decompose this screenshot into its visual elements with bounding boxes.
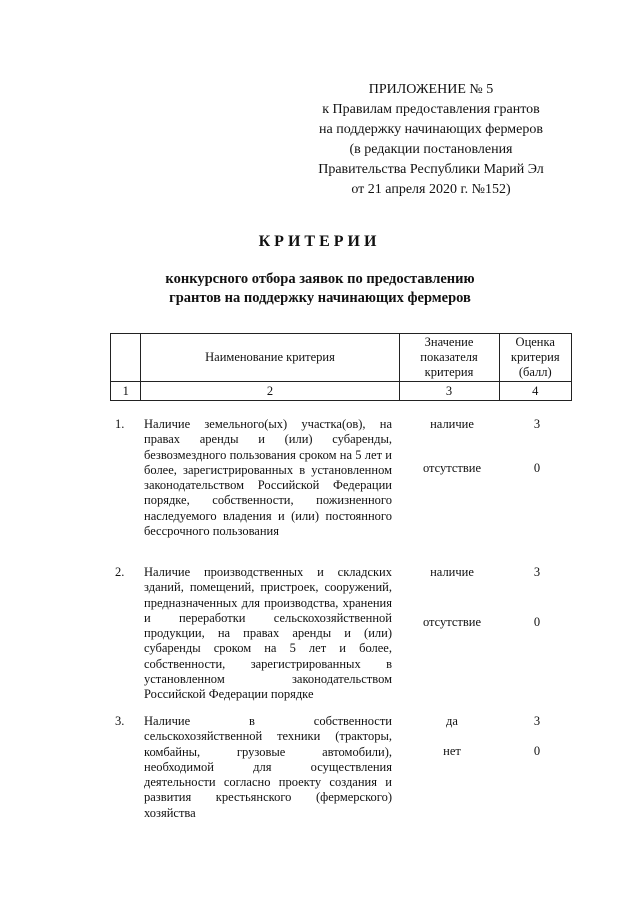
row-number: 3. <box>115 714 125 728</box>
subtitle-line: грантов на поддержку начинающих фермеров <box>169 290 471 306</box>
appendix-date-line: от 21 апреля 2020 г. №152) <box>351 182 511 197</box>
appendix-header <box>305 80 557 200</box>
appendix-number: ПРИЛОЖЕНИЕ № 5 <box>368 82 494 97</box>
document-title: КРИТЕРИИ <box>258 233 381 250</box>
criterion-value: отсутствие <box>422 461 482 475</box>
column-number: 3 <box>399 382 499 401</box>
criterion-score: 3 <box>533 714 541 728</box>
criterion-value: отсутствие <box>422 615 482 629</box>
criterion-score: 3 <box>533 417 541 431</box>
row-number: 2. <box>115 565 125 579</box>
criterion-score: 0 <box>533 744 541 758</box>
criterion-value: наличие <box>430 417 474 431</box>
appendix-ref-line: Правительства Республики Марий Эл <box>318 162 544 177</box>
criterion-value: да <box>446 714 458 728</box>
criterion-text: Наличие в собственности сельскохозяйственной техники (тракторы, комбайны, грузовые автомобили), необходимой для осуществления деятельности согласно проекту создания и развития крестьянского (фермерского) хозяйства <box>144 714 392 820</box>
criterion-score: 0 <box>533 615 541 629</box>
criterion-value: наличие <box>430 565 474 579</box>
criterion-score: 3 <box>533 565 541 579</box>
header-cell-criterion: Наименование критерия <box>141 334 399 382</box>
header-cell-value: Значение показателя критерия <box>399 334 499 382</box>
header-row <box>111 334 572 382</box>
header-cell-number <box>111 334 141 382</box>
column-number: 2 <box>141 382 399 401</box>
document-subtitle <box>150 270 490 308</box>
criterion-text: Наличие земельного(ых) участка(ов), на правах аренды и (или) субаренды, безвозмездного пользования сроком на 5 лет и более, зарегистрированных в установленном законодательством Российской Федерации порядке, собственности, пожизненного наследуемого владения и (или) постоянного бессрочного пользования <box>144 417 392 539</box>
criterion-score: 0 <box>533 461 541 475</box>
criteria-table-header <box>110 333 572 401</box>
appendix-ref-line: (в редакции постановления <box>349 142 513 157</box>
criterion-text: Наличие производственных и складских зданий, помещений, пристроек, сооружений, предназначенных для производства, хранения и переработки сельскохозяйственной продукции, на правах аренды и (или) субаренды сроком на 5 лет и более, собственности, зарегистрированных в установленном законодательством Российской Федерации порядке <box>144 565 392 702</box>
column-number: 4 <box>499 382 572 401</box>
column-number-row <box>111 382 572 401</box>
subtitle-line: конкурсного отбора заявок по предоставлению <box>165 271 475 287</box>
criterion-value: нет <box>443 744 461 758</box>
appendix-ref-line: к Правилам предоставления грантов <box>322 102 540 117</box>
appendix-ref-line: на поддержку начинающих фермеров <box>319 122 543 137</box>
header-cell-score: Оценка критерия (балл) <box>499 334 572 382</box>
column-number: 1 <box>111 382 141 401</box>
row-number: 1. <box>115 417 125 431</box>
